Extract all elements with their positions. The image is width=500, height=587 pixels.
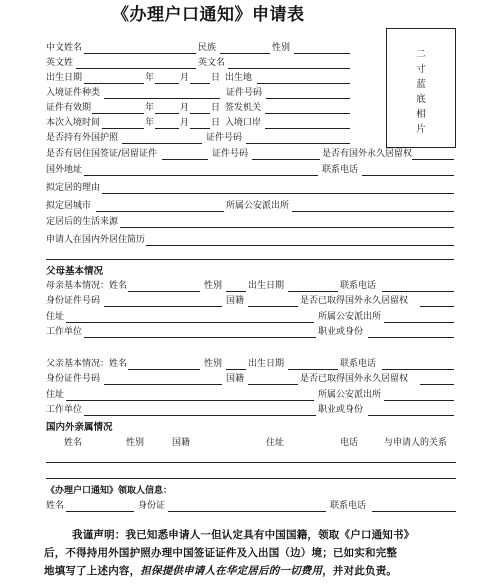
- label-mother-birth: 出生日期: [248, 281, 285, 291]
- label-entry-doc-type: 入境证件种类: [46, 88, 101, 98]
- relatives-col-name: 姓名: [64, 438, 83, 448]
- label-receiver-id: 身份证: [138, 501, 166, 511]
- field-surname-en[interactable]: [76, 68, 196, 69]
- field-residence-doc-no[interactable]: [252, 159, 320, 160]
- field-father-job[interactable]: [368, 415, 454, 416]
- label-mother-id: 身份证件号码: [46, 296, 101, 306]
- label-father-gender: 性别: [204, 359, 223, 369]
- label-father-work: 工作单位: [46, 405, 83, 415]
- label-contact-phone: 联系电话: [322, 165, 359, 175]
- label-validity-month: 月: [180, 103, 190, 113]
- field-domestic-resume-line2[interactable]: [46, 259, 454, 260]
- label-foreign-doc-no: 证件号码: [206, 133, 243, 143]
- field-father-id[interactable]: [104, 384, 222, 385]
- field-validity-month[interactable]: [155, 113, 179, 114]
- relatives-heading: 国内外亲属情况: [46, 422, 113, 433]
- label-day: 日: [211, 73, 221, 83]
- field-domestic-resume[interactable]: [146, 245, 454, 246]
- label-receiver-phone: 联系电话: [330, 501, 367, 511]
- field-police-station[interactable]: [292, 211, 454, 212]
- field-father-birth[interactable]: [288, 369, 338, 370]
- label-entry-year: 年: [145, 118, 155, 128]
- label-year: 年: [145, 73, 155, 83]
- field-mother-work[interactable]: [84, 337, 316, 338]
- field-permanent-residence[interactable]: [412, 159, 454, 160]
- relatives-col-relation: 与申请人的关系: [384, 438, 448, 448]
- relatives-col-gender: 性别: [126, 438, 145, 448]
- field-mother-nationality[interactable]: [248, 306, 298, 307]
- label-given-en: 英文名: [198, 58, 226, 68]
- parents-heading: 父母基本情况: [46, 266, 104, 277]
- label-surname-en: 英文姓: [46, 58, 74, 68]
- photo-label: 二 寸 蓝 底 相 片: [416, 49, 426, 135]
- field-overseas-address[interactable]: [84, 175, 318, 176]
- label-residence-doc-no: 证件号码: [212, 149, 249, 159]
- relatives-col-nationality: 国籍: [172, 438, 191, 448]
- label-father-birth: 出生日期: [248, 359, 285, 369]
- field-mother-address[interactable]: [66, 322, 314, 323]
- field-ethnicity[interactable]: [220, 53, 270, 54]
- label-father-police: 所属公安派出所: [318, 390, 382, 400]
- field-entry-month[interactable]: [155, 128, 179, 129]
- label-mother-phone: 联系电话: [340, 281, 377, 291]
- label-father-permanent: 是否已取得国外永久居留权: [300, 374, 409, 384]
- label-gender: 性别: [272, 43, 291, 53]
- label-mother-basic: 母亲基本情况：姓名: [46, 281, 128, 291]
- label-entry-port: 入境口岸: [225, 118, 262, 128]
- label-issuing-authority: 签发机关: [225, 103, 262, 113]
- field-settle-city[interactable]: [96, 211, 224, 212]
- field-father-gender[interactable]: [226, 369, 246, 370]
- label-domestic-resume: 申请人在国内外居住简历: [46, 235, 146, 245]
- label-doc-no: 证件号码: [226, 88, 263, 98]
- field-birth-month[interactable]: [155, 83, 179, 84]
- field-living-source[interactable]: [120, 227, 454, 228]
- field-receiver-id[interactable]: [168, 511, 326, 512]
- receiver-heading: 《办理户口通知》领取人信息：: [46, 486, 173, 496]
- declaration-line-3: [44, 566, 397, 577]
- label-birth-date: 出生日期: [46, 73, 83, 83]
- label-entry-month: 月: [180, 118, 190, 128]
- label-father-address: 住址: [46, 390, 65, 400]
- label-residence-visa: 是否有居住国签证/居留证件: [46, 149, 158, 159]
- label-mother-gender: 性别: [204, 281, 223, 291]
- field-entry-year[interactable]: [102, 128, 144, 129]
- declaration-line-1: 我谨声明：我已知悉申请人一但认定具有中国国籍，领取《户口通知书》: [72, 529, 415, 541]
- declaration-guarantee: 担保提供申请人在华定居后的一切费用: [140, 565, 323, 577]
- field-settle-reason[interactable]: [102, 193, 454, 194]
- label-police-station: 所属公安派出所: [226, 201, 290, 211]
- label-father-nationality: 国籍: [226, 374, 245, 384]
- label-mother-police: 所属公安派出所: [318, 312, 382, 322]
- field-residence-visa[interactable]: [162, 159, 208, 160]
- label-settle-reason: 拟定居的理由: [46, 183, 101, 193]
- label-settle-city: 拟定居城市: [46, 201, 92, 211]
- label-validity-day: 日: [211, 103, 221, 113]
- label-permanent-residence: 是否有国外永久居留权: [322, 149, 413, 159]
- relatives-row-1[interactable]: [46, 462, 456, 463]
- relatives-col-address: 住址: [266, 438, 285, 448]
- label-mother-work: 工作单位: [46, 327, 83, 337]
- field-mother-birth[interactable]: [288, 291, 338, 292]
- label-father-phone: 联系电话: [340, 359, 377, 369]
- field-mother-name[interactable]: [128, 291, 200, 292]
- field-entry-doc-type[interactable]: [104, 98, 220, 99]
- field-father-work[interactable]: [84, 415, 316, 416]
- label-validity-year: 年: [145, 103, 155, 113]
- label-mother-permanent: 是否已取得国外永久居留权: [300, 296, 409, 306]
- field-mother-police[interactable]: [384, 322, 454, 323]
- field-name-cn[interactable]: [84, 53, 196, 54]
- field-mother-id[interactable]: [104, 306, 222, 307]
- field-doc-no[interactable]: [266, 98, 350, 99]
- field-mother-permanent[interactable]: [420, 306, 454, 307]
- field-given-en[interactable]: [228, 68, 350, 69]
- field-entry-port[interactable]: [265, 128, 350, 129]
- field-father-phone[interactable]: [382, 369, 454, 370]
- relatives-col-phone: 电话: [340, 438, 359, 448]
- field-father-address[interactable]: [66, 400, 314, 401]
- declaration-line-2: 后，不得持用外国护照办理中国签证证件及入出国（边）境；已如实和完整: [44, 547, 398, 559]
- label-overseas-address: 国外地址: [46, 165, 83, 175]
- label-father-job: 职业或身份: [318, 405, 364, 415]
- label-living-source: 定居后的生活来源: [46, 217, 119, 227]
- field-validity-day[interactable]: [190, 113, 210, 114]
- label-ethnicity: 民族: [198, 43, 217, 53]
- label-birthplace: 出生地: [225, 73, 253, 83]
- field-validity-year[interactable]: [92, 113, 144, 114]
- field-mother-job[interactable]: [368, 337, 454, 338]
- field-receiver-phone[interactable]: [372, 511, 456, 512]
- field-birthplace[interactable]: [257, 83, 350, 84]
- label-father-id: 身份证件号码: [46, 374, 101, 384]
- field-father-nationality[interactable]: [248, 384, 298, 385]
- declaration-line-3-suffix: ，并对此负责。: [322, 565, 398, 577]
- field-receiver-name[interactable]: [66, 511, 134, 512]
- label-mother-nationality: 国籍: [226, 296, 245, 306]
- label-mother-address: 住址: [46, 312, 65, 322]
- photo-placeholder[interactable]: [386, 28, 456, 148]
- label-foreign-passport: 是否持有外国护照: [46, 133, 119, 143]
- label-entry-day: 日: [211, 118, 221, 128]
- label-father-basic: 父亲基本情况：姓名: [46, 359, 128, 369]
- field-father-permanent[interactable]: [420, 384, 454, 385]
- field-foreign-passport[interactable]: [122, 143, 202, 144]
- field-mother-phone[interactable]: [382, 291, 454, 292]
- label-mother-job: 职业或身份: [318, 327, 364, 337]
- label-month: 月: [180, 73, 190, 83]
- field-birth-day[interactable]: [190, 83, 210, 84]
- field-gender[interactable]: [294, 53, 350, 54]
- page-title: 《办理户口通知》申请表: [112, 5, 305, 25]
- label-name-cn: 中文姓名: [46, 43, 83, 53]
- relatives-row-2[interactable]: [46, 478, 456, 479]
- label-receiver-name: 姓名: [46, 501, 65, 511]
- field-birth-year[interactable]: [84, 83, 144, 84]
- field-entry-day[interactable]: [190, 128, 210, 129]
- field-father-name[interactable]: [128, 369, 200, 370]
- field-foreign-doc-no[interactable]: [246, 143, 350, 144]
- field-contact-phone[interactable]: [362, 175, 454, 176]
- declaration-line-3-prefix: 地填写了上述内容，: [44, 565, 141, 577]
- field-issuing-authority[interactable]: [265, 113, 350, 114]
- field-father-police[interactable]: [384, 400, 454, 401]
- field-mother-gender[interactable]: [226, 291, 246, 292]
- label-entry-time: 本次入境时间: [46, 118, 101, 128]
- label-doc-validity: 证件有效期: [46, 103, 92, 113]
